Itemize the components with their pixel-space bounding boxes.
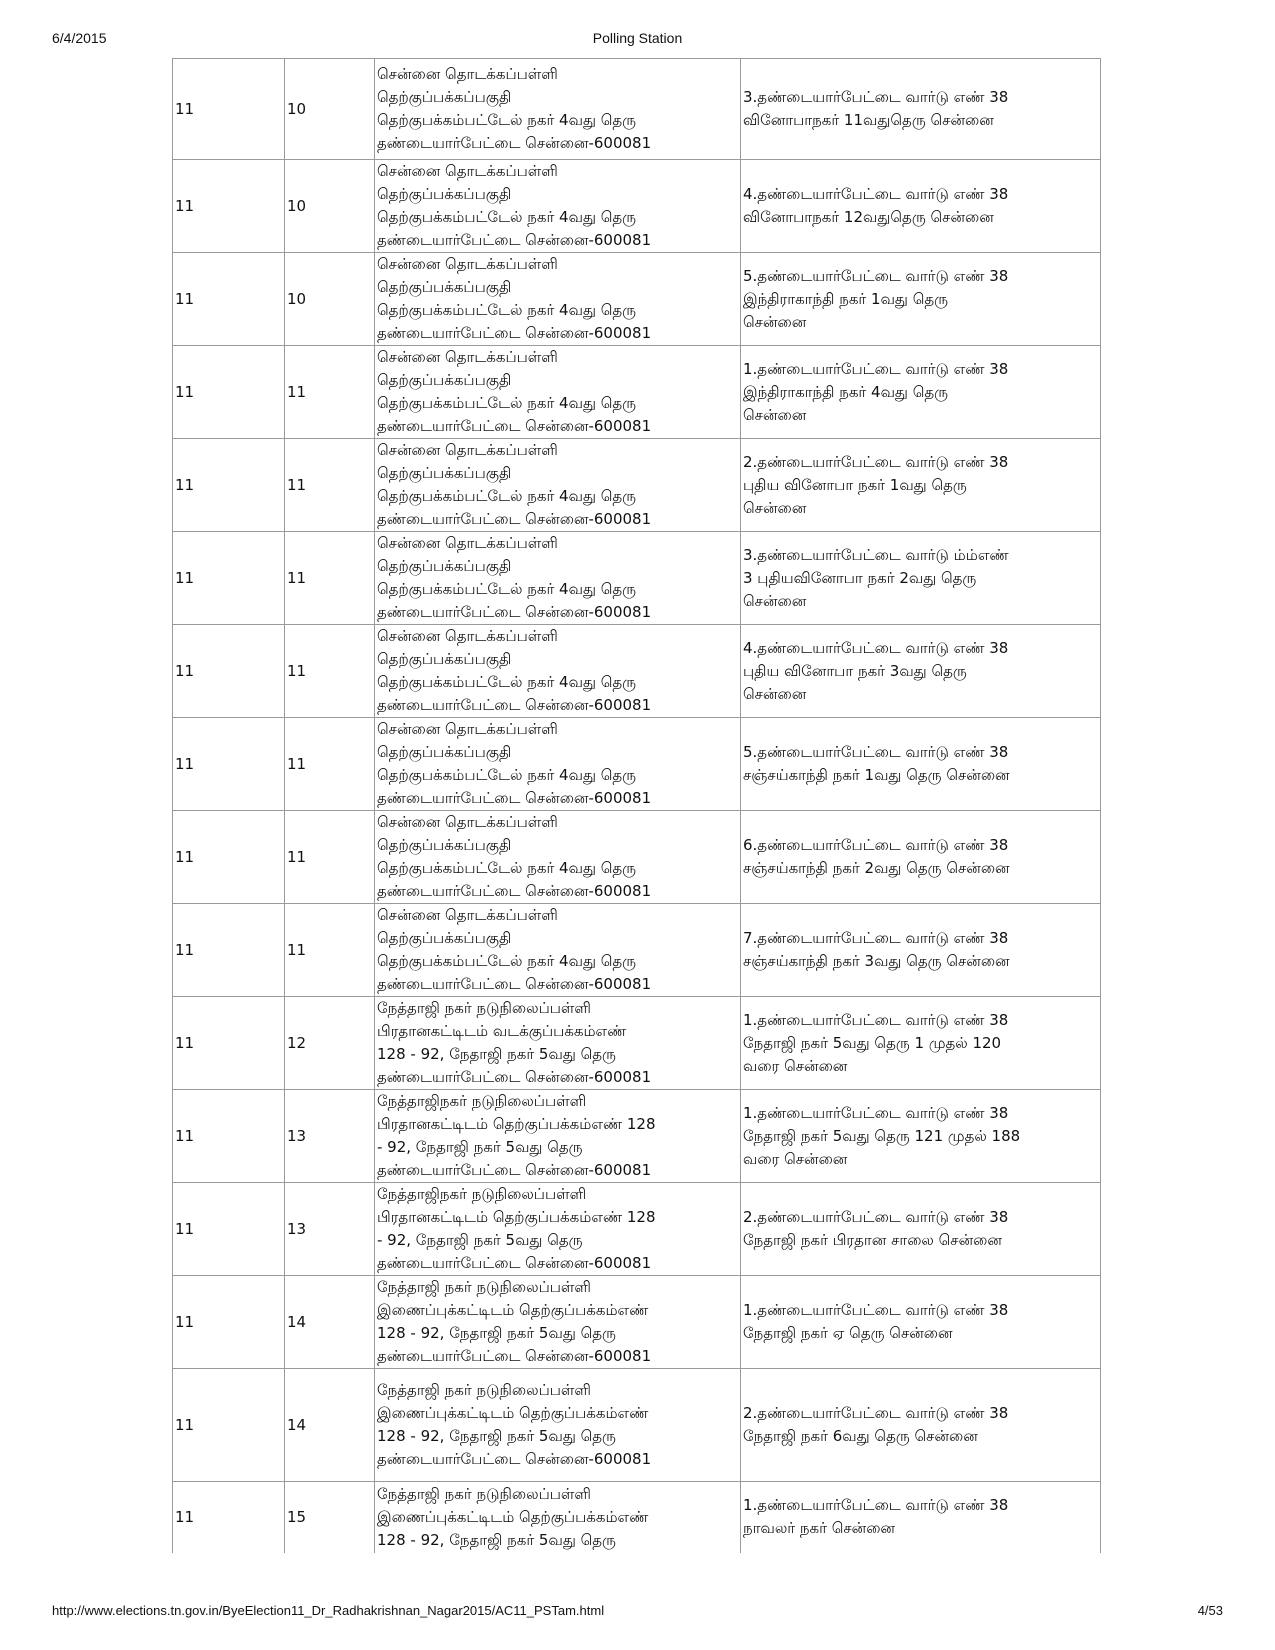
area-line: புதிய வினோபா நகர் 3வது தெரு xyxy=(743,661,967,680)
area-cell xyxy=(741,718,1101,811)
area-line: 2.தண்டையார்பேட்டை வார்டு எண் 38 xyxy=(743,1404,1009,1422)
source-url: http://www.elections.tn.gov.in/ByeElection11_Dr_Radhakrishnan_Nagar2015/AC11_PSTam.html xyxy=(52,1603,605,1618)
building-line: தெற்குப்பக்கப்பகுதி xyxy=(377,836,512,854)
table-row xyxy=(173,346,1101,439)
building-line: தெற்குபக்கம்பட்டேல் நகர் 4வது தெரு xyxy=(377,111,637,129)
building-line: பிரதானகட்டிடம் தெற்குப்பக்கம்எண் 128 xyxy=(377,1208,656,1226)
building-line: தெற்குபக்கம்பட்டேல் நகர் 4வது தெரு xyxy=(377,859,637,877)
building-line: பிரதானகட்டிடம் தெற்குப்பக்கம்எண் 128 xyxy=(377,1115,656,1133)
area-line: சென்னை xyxy=(743,498,807,517)
table-row xyxy=(173,1090,1101,1183)
building-line: சென்னை தொடக்கப்பள்ளி xyxy=(377,441,558,459)
ac-number-cell: 11 xyxy=(173,1276,285,1369)
station-number-cell: 10 xyxy=(285,253,375,346)
building-line: தண்டையார்பேட்டை சென்னை-600081 xyxy=(377,975,652,993)
station-number-cell: 11 xyxy=(285,625,375,718)
area-cell xyxy=(741,1482,1101,1553)
table-row xyxy=(173,997,1101,1090)
building-line: தண்டையார்பேட்டை சென்னை-600081 xyxy=(377,417,652,435)
building-line: சென்னை தொடக்கப்பள்ளி xyxy=(377,627,558,645)
area-line: 2.தண்டையார்பேட்டை வார்டு எண் 38 xyxy=(743,452,1009,471)
area-line: வரை சென்னை xyxy=(743,1056,848,1075)
area-cell xyxy=(741,532,1101,625)
station-number-cell: 11 xyxy=(285,346,375,439)
area-cell xyxy=(741,253,1101,346)
building-line: சென்னை தொடக்கப்பள்ளி xyxy=(377,906,558,924)
building-line: தண்டையார்பேட்டை சென்னை-600081 xyxy=(377,324,652,342)
building-cell xyxy=(375,253,741,346)
building-cell xyxy=(375,997,741,1090)
building-line: 128 - 92, நேதாஜி நகர் 5வது தெரு xyxy=(377,1324,616,1342)
building-line: தெற்குபக்கம்பட்டேல் நகர் 4வது தெரு xyxy=(377,580,637,598)
building-line: சென்னை தொடக்கப்பள்ளி xyxy=(377,65,558,83)
table-row xyxy=(173,1276,1101,1369)
area-line: 1.தண்டையார்பேட்டை வார்டு எண் 38 xyxy=(743,1496,1009,1515)
building-cell xyxy=(375,532,741,625)
area-line: 2.தண்டையார்பேட்டை வார்டு எண் 38 xyxy=(743,1208,1009,1226)
area-line: சென்னை xyxy=(743,684,807,703)
area-line: 1.தண்டையார்பேட்டை வார்டு எண் 38 xyxy=(743,1010,1009,1029)
building-line: தெற்குப்பக்கப்பகுதி xyxy=(377,929,512,947)
ac-number-cell: 11 xyxy=(173,160,285,253)
station-number-cell: 10 xyxy=(285,160,375,253)
area-line: நேதாஜி நகர் பிரதான சாலை சென்னை xyxy=(743,1231,1002,1249)
building-cell xyxy=(375,904,741,997)
ac-number-cell: 11 xyxy=(173,997,285,1090)
table-row xyxy=(173,1482,1101,1553)
table-row xyxy=(173,625,1101,718)
ac-number-cell: 11 xyxy=(173,811,285,904)
area-line: நேதாஜி நகர் 5வது தெரு 1 முதல் 120 xyxy=(743,1033,1002,1052)
area-line: நாவலர் நகர் சென்னை xyxy=(743,1519,895,1538)
building-line: நேத்தாஜி நகர் நடுநிலைப்பள்ளி xyxy=(377,1484,592,1503)
building-line: 128 - 92, நேதாஜி நகர் 5வது தெரு xyxy=(377,1045,616,1063)
area-line: 1.தண்டையார்பேட்டை வார்டு எண் 38 xyxy=(743,1301,1009,1319)
station-number-cell: 15 xyxy=(285,1482,375,1553)
building-cell xyxy=(375,439,741,532)
area-cell xyxy=(741,625,1101,718)
area-line: 1.தண்டையார்பேட்டை வார்டு எண் 38 xyxy=(743,1103,1009,1122)
print-date: 6/4/2015 xyxy=(52,30,107,46)
building-line: சென்னை தொடக்கப்பள்ளி xyxy=(377,813,558,831)
building-cell xyxy=(375,346,741,439)
area-line: புதிய வினோபா நகர் 1வது தெரு xyxy=(743,475,967,494)
building-line: தெற்குப்பக்கப்பகுதி xyxy=(377,650,512,668)
station-number-cell: 11 xyxy=(285,718,375,811)
station-number-cell: 14 xyxy=(285,1369,375,1482)
building-line: தண்டையார்பேட்டை சென்னை-600081 xyxy=(377,1347,652,1365)
station-number-cell: 11 xyxy=(285,811,375,904)
building-cell xyxy=(375,59,741,160)
table-body xyxy=(173,59,1101,1553)
page-title: Polling Station xyxy=(592,30,683,46)
building-line: பிரதானகட்டிடம் வடக்குப்பக்கம்எண் xyxy=(377,1022,627,1040)
ac-number-cell: 11 xyxy=(173,59,285,160)
polling-station-table xyxy=(172,58,1101,1553)
building-line: சென்னை தொடக்கப்பள்ளி xyxy=(377,534,558,552)
building-line: தெற்குபக்கம்பட்டேல் நகர் 4வது தெரு xyxy=(377,301,637,319)
area-line: சஞ்சய்காந்தி நகர் 2வது தெரு சென்னை xyxy=(743,859,1010,877)
area-line: சென்னை xyxy=(743,591,807,610)
building-line: சென்னை தொடக்கப்பள்ளி xyxy=(377,348,558,366)
area-line: 1.தண்டையார்பேட்டை வார்டு எண் 38 xyxy=(743,359,1009,378)
building-line: தெற்குப்பக்கப்பகுதி xyxy=(377,278,512,296)
area-line: வரை சென்னை xyxy=(743,1149,848,1168)
area-cell xyxy=(741,346,1101,439)
building-line: - 92, நேதாஜி நகர் 5வது தெரு xyxy=(377,1231,583,1249)
area-line: வினோபாநகர் 11வதுதெரு சென்னை xyxy=(743,111,994,129)
building-line: தெற்குப்பக்கப்பகுதி xyxy=(377,464,512,482)
building-line: தண்டையார்பேட்டை சென்னை-600081 xyxy=(377,1450,652,1468)
building-line: தெற்குப்பக்கப்பகுதி xyxy=(377,185,512,203)
area-line: 5.தண்டையார்பேட்டை வார்டு எண் 38 xyxy=(743,743,1009,761)
building-line: தெற்குப்பக்கப்பகுதி xyxy=(377,743,512,761)
area-line: 3.தண்டையார்பேட்டை வார்டு ம்ம்எண் xyxy=(743,545,1009,564)
area-cell xyxy=(741,1183,1101,1276)
table-row xyxy=(173,1369,1101,1482)
ac-number-cell: 11 xyxy=(173,1090,285,1183)
area-cell xyxy=(741,439,1101,532)
building-line: தெற்குபக்கம்பட்டேல் நகர் 4வது தெரு xyxy=(377,208,637,226)
area-cell xyxy=(741,59,1101,160)
building-cell xyxy=(375,625,741,718)
building-line: 128 - 92, நேதாஜி நகர் 5வது தெரு xyxy=(377,1530,616,1549)
building-line: தண்டையார்பேட்டை சென்னை-600081 xyxy=(377,789,652,807)
building-line: தெற்குபக்கம்பட்டேல் நகர் 4வது தெரு xyxy=(377,673,637,691)
building-cell xyxy=(375,160,741,253)
area-line: வினோபாநகர் 12வதுதெரு சென்னை xyxy=(743,208,994,226)
area-line: நேதாஜி நகர் 5வது தெரு 121 முதல் 188 xyxy=(743,1126,1021,1145)
building-line: இணைப்புக்கட்டிடம் தெற்குப்பக்கம்எண் xyxy=(377,1301,649,1319)
area-cell xyxy=(741,997,1101,1090)
building-line: தெற்குப்பக்கப்பகுதி xyxy=(377,557,512,575)
building-line: - 92, நேதாஜி நகர் 5வது தெரு xyxy=(377,1138,583,1156)
ac-number-cell: 11 xyxy=(173,904,285,997)
building-line: தெற்குபக்கம்பட்டேல் நகர் 4வது தெரு xyxy=(377,766,637,784)
building-cell xyxy=(375,1090,741,1183)
ac-number-cell: 11 xyxy=(173,1183,285,1276)
building-line: தண்டையார்பேட்டை சென்னை-600081 xyxy=(377,231,652,249)
building-line: தண்டையார்பேட்டை சென்னை-600081 xyxy=(377,510,652,528)
area-line: இந்திராகாந்தி நகர் 1வது தெரு xyxy=(743,289,949,308)
building-line: நேத்தாஜி நகர் நடுநிலைப்பள்ளி xyxy=(377,1278,592,1296)
building-cell xyxy=(375,1276,741,1369)
station-number-cell: 13 xyxy=(285,1090,375,1183)
building-line: சென்னை தொடக்கப்பள்ளி xyxy=(377,720,558,738)
station-number-cell: 10 xyxy=(285,59,375,160)
area-cell xyxy=(741,1090,1101,1183)
area-cell xyxy=(741,1369,1101,1482)
building-line: தெற்குபக்கம்பட்டேல் நகர் 4வது தெரு xyxy=(377,394,637,412)
area-line: சஞ்சய்காந்தி நகர் 3வது தெரு சென்னை xyxy=(743,952,1010,970)
table-row xyxy=(173,811,1101,904)
ac-number-cell: 11 xyxy=(173,718,285,811)
building-line: நேத்தாஜி நகர் நடுநிலைப்பள்ளி xyxy=(377,999,592,1017)
ac-number-cell: 11 xyxy=(173,532,285,625)
table-row xyxy=(173,532,1101,625)
area-line: 6.தண்டையார்பேட்டை வார்டு எண் 38 xyxy=(743,836,1009,854)
ac-number-cell: 11 xyxy=(173,253,285,346)
table-row xyxy=(173,253,1101,346)
building-line: நேத்தாஜிநகர் நடுநிலைப்பள்ளி xyxy=(377,1092,587,1110)
building-line: தெற்குப்பக்கப்பகுதி xyxy=(377,88,512,106)
area-cell xyxy=(741,1276,1101,1369)
building-line: தண்டையார்பேட்டை சென்னை-600081 xyxy=(377,1161,652,1179)
area-line: 3.தண்டையார்பேட்டை வார்டு எண் 38 xyxy=(743,88,1009,106)
area-line: 4.தண்டையார்பேட்டை வார்டு எண் 38 xyxy=(743,185,1009,203)
area-line: நேதாஜி நகர் 6வது தெரு சென்னை xyxy=(743,1427,978,1445)
ac-number-cell: 11 xyxy=(173,1369,285,1482)
building-line: தெற்குபக்கம்பட்டேல் நகர் 4வது தெரு xyxy=(377,952,637,970)
building-cell xyxy=(375,1183,741,1276)
building-line: தண்டையார்பேட்டை சென்னை-600081 xyxy=(377,696,652,714)
table-row xyxy=(173,439,1101,532)
building-line: தெற்குப்பக்கப்பகுதி xyxy=(377,371,512,389)
ac-number-cell: 11 xyxy=(173,625,285,718)
building-cell xyxy=(375,811,741,904)
building-cell xyxy=(375,1369,741,1482)
station-number-cell: 11 xyxy=(285,532,375,625)
building-line: 128 - 92, நேதாஜி நகர் 5வது தெரு xyxy=(377,1427,616,1445)
area-line: சஞ்சய்காந்தி நகர் 1வது தெரு சென்னை xyxy=(743,766,1010,784)
station-number-cell: 13 xyxy=(285,1183,375,1276)
area-line: 7.தண்டையார்பேட்டை வார்டு எண் 38 xyxy=(743,929,1009,947)
building-line: சென்னை தொடக்கப்பள்ளி xyxy=(377,162,558,180)
area-line: 5.தண்டையார்பேட்டை வார்டு எண் 38 xyxy=(743,266,1009,285)
area-line: 3 புதியவினோபா நகர் 2வது தெரு xyxy=(743,568,977,587)
building-line: நேத்தாஜி நகர் நடுநிலைப்பள்ளி xyxy=(377,1381,592,1399)
building-line: தண்டையார்பேட்டை சென்னை-600081 xyxy=(377,603,652,621)
station-number-cell: 11 xyxy=(285,904,375,997)
building-line: சென்னை தொடக்கப்பள்ளி xyxy=(377,255,558,273)
area-line: இந்திராகாந்தி நகர் 4வது தெரு xyxy=(743,382,949,401)
building-line: நேத்தாஜிநகர் நடுநிலைப்பள்ளி xyxy=(377,1185,587,1203)
building-line: இணைப்புக்கட்டிடம் தெற்குப்பக்கம்எண் xyxy=(377,1404,649,1422)
ac-number-cell: 11 xyxy=(173,346,285,439)
page-number: 4/53 xyxy=(1197,1603,1223,1618)
area-line: சென்னை xyxy=(743,405,807,424)
table-row xyxy=(173,160,1101,253)
station-number-cell: 14 xyxy=(285,1276,375,1369)
building-line: இணைப்புக்கட்டிடம் தெற்குப்பக்கம்எண் xyxy=(377,1507,649,1526)
building-line: தண்டையார்பேட்டை சென்னை-600081 xyxy=(377,1068,652,1086)
building-line: தண்டையார்பேட்டை சென்னை-600081 xyxy=(377,882,652,900)
building-line: தண்டையார்பேட்டை சென்னை-600081 xyxy=(377,134,652,152)
area-cell xyxy=(741,160,1101,253)
building-line: தெற்குபக்கம்பட்டேல் நகர் 4வது தெரு xyxy=(377,487,637,505)
building-line: தண்டையார்பேட்டை சென்னை-600081 xyxy=(377,1254,652,1272)
building-cell xyxy=(375,718,741,811)
area-line: சென்னை xyxy=(743,312,807,331)
table-row xyxy=(173,718,1101,811)
table-row xyxy=(173,59,1101,160)
building-cell xyxy=(375,1482,741,1553)
area-cell xyxy=(741,904,1101,997)
ac-number-cell: 11 xyxy=(173,1482,285,1553)
area-cell xyxy=(741,811,1101,904)
area-line: 4.தண்டையார்பேட்டை வார்டு எண் 38 xyxy=(743,638,1009,657)
station-number-cell: 11 xyxy=(285,439,375,532)
table-row xyxy=(173,1183,1101,1276)
area-line: நேதாஜி நகர் ஏ தெரு சென்னை xyxy=(743,1324,953,1342)
station-number-cell: 12 xyxy=(285,997,375,1090)
ac-number-cell: 11 xyxy=(173,439,285,532)
table-row xyxy=(173,904,1101,997)
